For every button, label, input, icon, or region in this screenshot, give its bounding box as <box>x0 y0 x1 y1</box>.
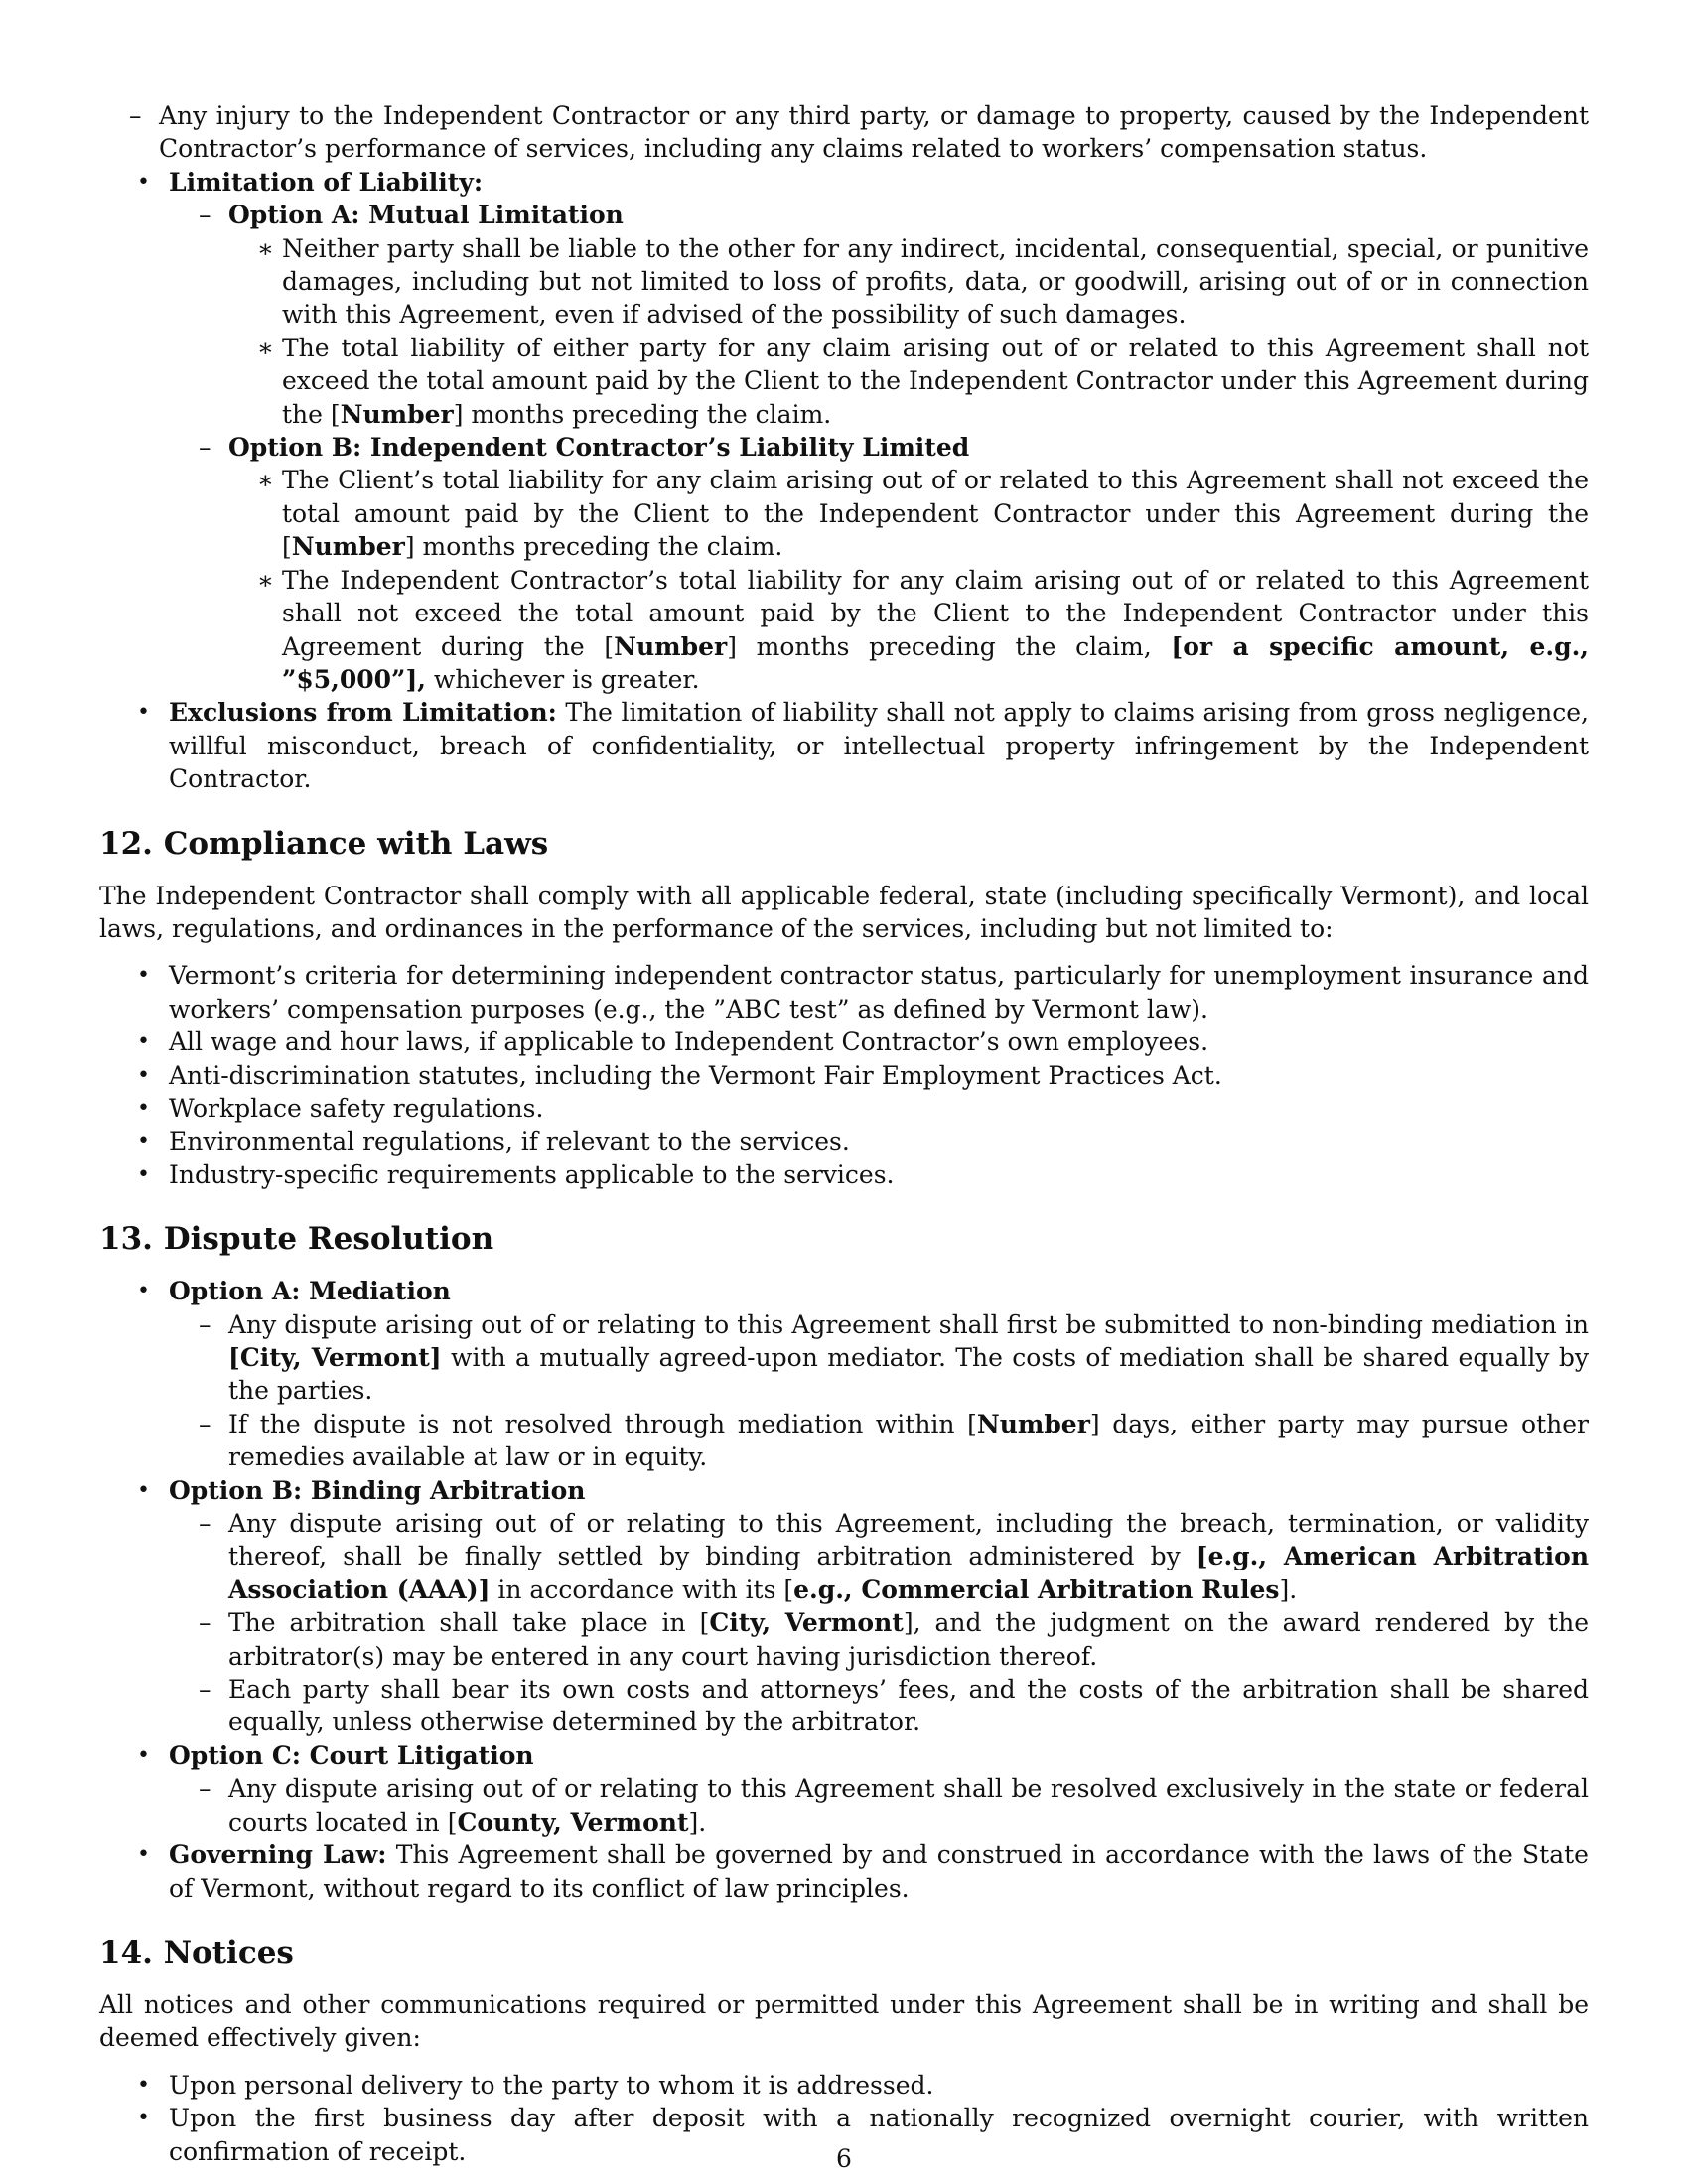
section-14-intro: All notices and other communications required or permitted under this Agreement shall be in writing and shall be deemed effectively given: <box>99 1989 1589 2053</box>
list-item: – Any dispute arising out of or relating to this Agreement shall be resolved exclusively in the state or federal courts located in [County, Vermont]. <box>169 1772 1589 1839</box>
section-12-heading: 12. Compliance with Laws <box>99 825 549 862</box>
list-item: – Any injury to the Independent Contractor or any third party, or damage to property, caused by the Independent Contractor’s performance of services, including any claims related to workers’ compensation status. <box>99 99 1589 166</box>
option-c-litigation <box>99 1739 1589 1839</box>
list-item: • All wage and hour laws, if applicable to Independent Contractor’s own employees. <box>99 1025 1589 1058</box>
litigation-clauses <box>169 1772 1589 1839</box>
list-item: • Vermont’s criteria for determining independent contractor status, particularly for unemployment insurance and workers’ compensation purposes (e.g., the ”ABC test” as defined by Vermont law). <box>99 959 1589 1025</box>
list-item: – Each party shall bear its own costs and attorneys’ fees, and the costs of the arbitration shall be shared equally, unless otherwise determined by the arbitrator. <box>169 1673 1589 1739</box>
arbitration-label: Option B: Binding Arbitration <box>169 1475 586 1505</box>
list-item: ∗ Neither party shall be liable to the other for any indirect, incidental, consequential, special, or punitive damages, including but not limited to loss of profits, data, or goodwill, arising out of or in connection with this Agreement, even if advised of the possibility of such damages. <box>228 232 1589 332</box>
option-b-item <box>169 431 1589 696</box>
page-number: 6 <box>836 2144 852 2173</box>
list-item: • Upon personal delivery to the party to whom it is addressed. <box>99 2069 1589 2102</box>
option-a-label: Option A: Mutual Limitation <box>228 201 624 230</box>
list-item: – The arbitration shall take place in [City, Vermont], and the judgment on the award rendered by the arbitrator(s) may be entered in any court having jurisdiction thereof. <box>169 1606 1589 1673</box>
list-item: • Industry-specific requirements applicable to the services. <box>99 1159 1589 1191</box>
section-12-intro: The Independent Contractor shall comply with all applicable federal, state (including specifically Vermont), and local laws, regulations, and ordinances in the performance of the services, including but not limited to: <box>99 881 1589 943</box>
mediation-label: Option A: Mediation <box>169 1277 451 1306</box>
list-item-limitation <box>99 166 1589 697</box>
indemnity-sublist <box>99 99 1589 166</box>
list-item: ∗ The total liability of either party for any claim arising out of or related to this Agreement shall not exceed the total amount paid by the Client to the Independent Contractor under this Agreement during the [Number] months preceding the claim. <box>228 332 1589 431</box>
section-11-continuation <box>99 99 1589 796</box>
dispute-list <box>99 1275 1589 1905</box>
limitation-label: Limitation of Liability: <box>169 167 484 197</box>
list-item: ∗ The Client’s total liability for any claim arising out of or related to this Agreement shall not exceed the total amount paid by the Client to the Independent Contractor under this Agreement during the [Number] months preceding the claim. <box>228 464 1589 563</box>
list-item: – Any dispute arising out of or relating to this Agreement, including the breach, termination, or validity thereof, shall be finally settled by binding arbitration administered by [e.g., American Arbitration Association (AAA)] in accordance with its [e.g., Commercial Arbitration Rules]. <box>169 1507 1589 1606</box>
option-a-item <box>169 199 1589 431</box>
document-page <box>99 99 1589 2168</box>
option-b-label: Option B: Independent Contractor’s Liability Limited <box>228 433 970 463</box>
list-item: – If the dispute is not resolved through mediation within [Number] days, either party may pursue other remedies available at law or in equity. <box>169 1408 1589 1474</box>
limitation-options <box>169 199 1589 696</box>
section-14-heading: 14. Notices <box>99 1934 294 1971</box>
section-13-heading: 13. Dispute Resolution <box>99 1221 494 1258</box>
governing-law-item: • Governing Law: This Agreement shall be governed by and construed in accordance with the laws of the State of Vermont, without regard to its conflict of law principles. <box>99 1839 1589 1905</box>
liability-list <box>99 166 1589 796</box>
compliance-list <box>99 959 1589 1191</box>
mediation-clauses <box>169 1308 1589 1474</box>
governing-law-label: Governing Law: <box>169 1841 387 1870</box>
option-b-clauses <box>228 464 1589 696</box>
litigation-label: Option C: Court Litigation <box>169 1740 534 1770</box>
exclusions-label: Exclusions from Limitation: <box>169 698 557 728</box>
option-b-arbitration <box>99 1474 1589 1739</box>
list-item: ∗ The Independent Contractor’s total liability for any claim arising out of or related to this Agreement shall not exceed the total amount paid by the Client to the Independent Contractor under this Agreement during the [Number] months preceding the claim, [or a specific amount, e.g., ”$5,000”], whichever is greater. <box>228 564 1589 697</box>
list-item: • Anti-discrimination statutes, including the Vermont Fair Employment Practices Act. <box>99 1059 1589 1092</box>
option-a-mediation <box>99 1275 1589 1473</box>
list-item: – Any dispute arising out of or relating to this Agreement shall first be submitted to non-binding mediation in [City, Vermont] with a mutually agreed-upon mediator. The costs of mediation shall be shared equally by the parties. <box>169 1308 1589 1408</box>
list-item: • Upon the first business day after deposit with a nationally recognized overnight courier, with written confirmation of receipt. <box>99 2102 1589 2168</box>
arbitration-clauses <box>169 1507 1589 1739</box>
list-item: • Environmental regulations, if relevant to the services. <box>99 1125 1589 1158</box>
list-item: • Workplace safety regulations. <box>99 1092 1589 1125</box>
list-item-exclusions: • Exclusions from Limitation: The limitation of liability shall not apply to claims arising from gross negligence, willful misconduct, breach of confidentiality, or intellectual property infringement by the Independent Contractor. <box>99 696 1589 795</box>
option-a-clauses <box>228 232 1589 431</box>
